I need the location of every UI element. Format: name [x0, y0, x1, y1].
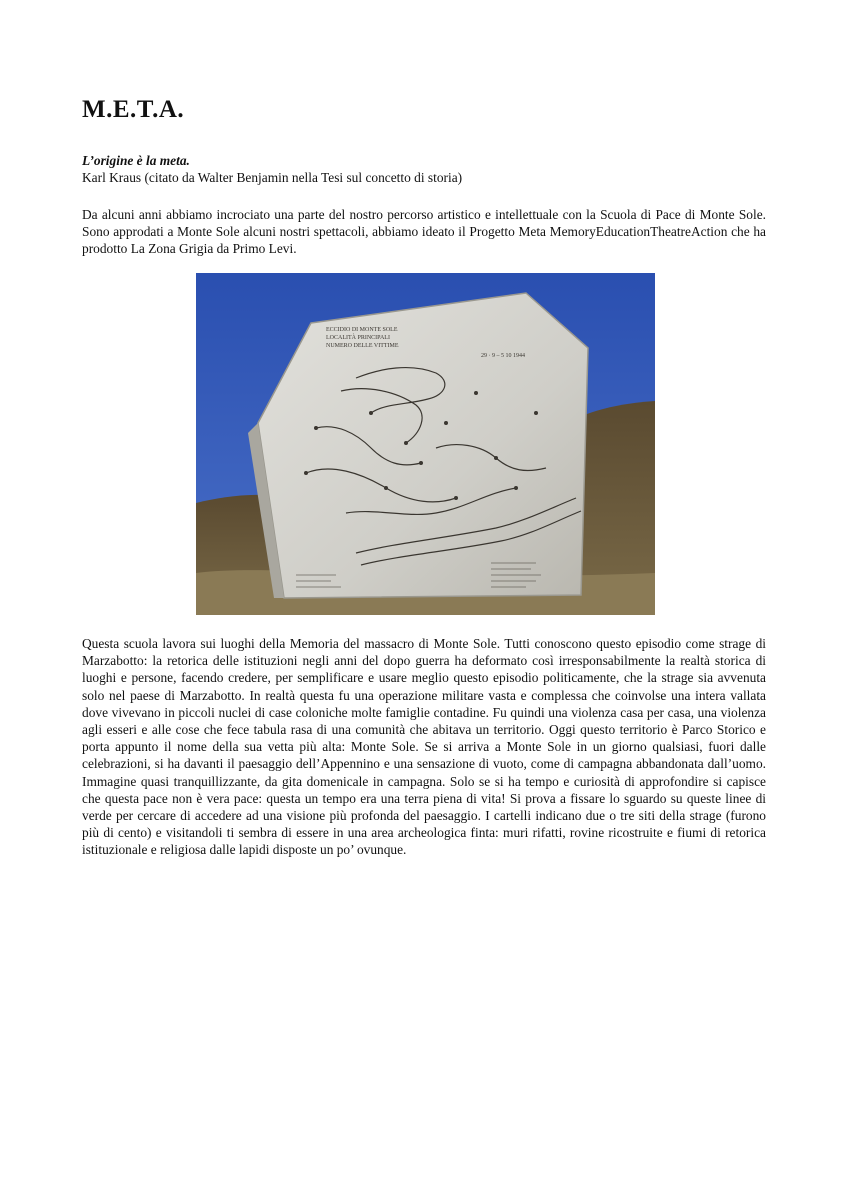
epigraph [82, 152, 462, 186]
memorial-stone-image [196, 273, 655, 615]
memorial-map-photo [196, 273, 655, 615]
sign-date: 29 · 9 – 5 10 1944 [481, 353, 525, 359]
intro-paragraph: Da alcuni anni abbiamo incrociato una parte del nostro percorso artistico e intellettuale con la Scuola di Pace di Monte Sole. Sono approdati a Monte Sole alcuni nostri spettacoli, abbiamo ideato il Progetto Meta MemoryEducationTheatreAction che ha prodotto La Zona Grigia da Primo Levi. [82, 207, 766, 256]
epigraph-quote: L’origine è la meta. [82, 153, 190, 168]
sign-header-2: LOCALITÀ PRINCIPALI [326, 335, 390, 341]
sign-header-3: NUMERO DELLE VITTIME [326, 343, 399, 349]
body-paragraph: Questa scuola lavora sui luoghi della Memoria del massacro di Monte Sole. Tutti conoscono questo episodio come strage di Marzabotto: la retorica delle istituzioni negli anni del dopo guerra ha deformato così irresponsabilmente la realtà storica di luoghi e persone, facendo credere, per semplificare e usare meglio questo episodio politicamente, che la strage sia avvenuta solo nel paese di Marzabotto. In realtà questa fu una operazione militare vasta e complessa che coinvolse una intera vallata dove vivevano in piccoli nuclei di case coloniche molte famiglie contadine. Fu quindi una violenza casa per casa, una violenza agli esseri e alle cose che fece tabula rasa di una comunità che abitava un territorio. Oggi questo territorio è Parco Storico e porta appunto il nome della sua vetta più alta: Monte Sole. Se si arriva a Monte Sole in un giorno qualsiasi, fuori dalle celebrazioni, si ha davanti il paesaggio dell’Appennino e una sensazione di vuoto, come di campagna abbandonata dall’uomo. Immagine quasi tranquillizzante, da gita domenicale in campagna. Solo se si ha tempo e curiosità di approfondire si capisce che questa pace non è vera pace: questa un tempo era una terra piena di vita! Si prova a fissare lo sguardo su queste linee di verde per cercare di accedere ad una visione più profonda del paesaggio. I cartelli indicano due o tre siti della strage (furono più di cento) e visitandoli ti sembra di essere in una area archeologica finta: muri rifatti, rovine ricostruite e fiumi di retorica istituzionale e religiosa dalle lapidi disposte un po’ ovunque. [82, 636, 766, 858]
sign-header-1: ECCIDIO DI MONTE SOLE [326, 327, 398, 333]
epigraph-attribution: Karl Kraus (citato da Walter Benjamin nella Tesi sul concetto di storia) [82, 170, 463, 185]
page-title: M.E.T.A. [82, 96, 185, 123]
